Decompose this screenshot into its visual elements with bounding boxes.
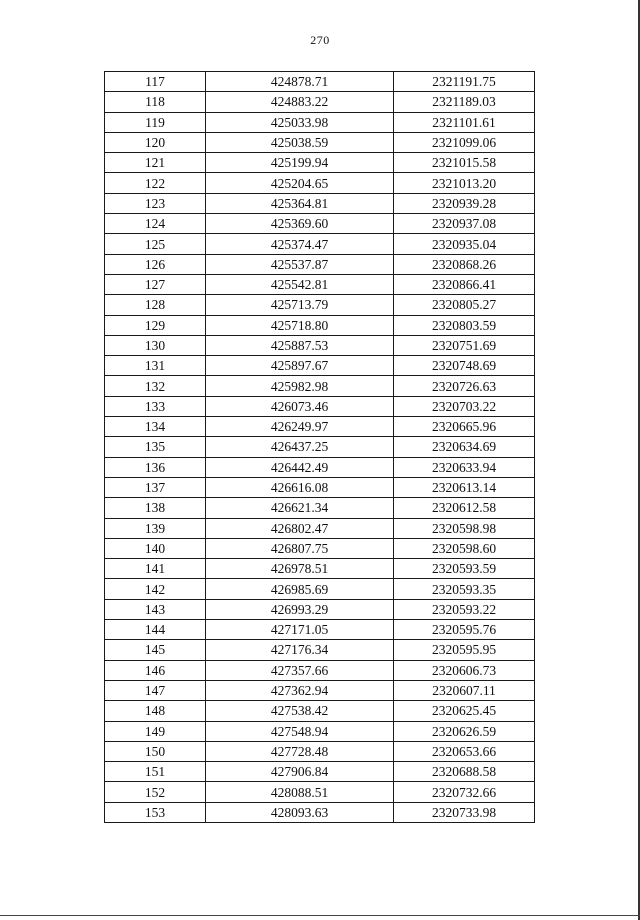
point-number-cell: 142 — [105, 579, 206, 599]
y-coordinate-cell: 2320612.58 — [394, 498, 535, 518]
x-coordinate-cell: 426437.25 — [206, 437, 394, 457]
point-number-cell: 123 — [105, 193, 206, 213]
x-coordinate-cell: 425374.47 — [206, 234, 394, 254]
point-number-cell: 118 — [105, 92, 206, 112]
y-coordinate-cell: 2321013.20 — [394, 173, 535, 193]
point-number-cell: 128 — [105, 295, 206, 315]
point-number-cell: 119 — [105, 112, 206, 132]
y-coordinate-cell: 2320634.69 — [394, 437, 535, 457]
point-number-cell: 137 — [105, 477, 206, 497]
table-row — [105, 214, 535, 234]
table-row — [105, 437, 535, 457]
table-row — [105, 620, 535, 640]
point-number-cell: 139 — [105, 518, 206, 538]
table-row — [105, 599, 535, 619]
table-row — [105, 579, 535, 599]
y-coordinate-cell: 2320803.59 — [394, 315, 535, 335]
x-coordinate-cell: 425982.98 — [206, 376, 394, 396]
x-coordinate-cell: 427538.42 — [206, 701, 394, 721]
x-coordinate-cell: 425199.94 — [206, 153, 394, 173]
x-coordinate-cell: 425718.80 — [206, 315, 394, 335]
y-coordinate-cell: 2320595.76 — [394, 620, 535, 640]
x-coordinate-cell: 425033.98 — [206, 112, 394, 132]
point-number-cell: 147 — [105, 680, 206, 700]
x-coordinate-cell: 427728.48 — [206, 741, 394, 761]
point-number-cell: 152 — [105, 782, 206, 802]
table-row — [105, 518, 535, 538]
y-coordinate-cell: 2320805.27 — [394, 295, 535, 315]
table-row — [105, 356, 535, 376]
table-row — [105, 762, 535, 782]
table-row — [105, 721, 535, 741]
x-coordinate-cell: 427362.94 — [206, 680, 394, 700]
point-number-cell: 135 — [105, 437, 206, 457]
y-coordinate-cell: 2320593.35 — [394, 579, 535, 599]
y-coordinate-cell: 2320613.14 — [394, 477, 535, 497]
table-row — [105, 457, 535, 477]
y-coordinate-cell: 2320625.45 — [394, 701, 535, 721]
point-number-cell: 143 — [105, 599, 206, 619]
point-number-cell: 145 — [105, 640, 206, 660]
table-row — [105, 295, 535, 315]
point-number-cell: 141 — [105, 559, 206, 579]
table-row — [105, 680, 535, 700]
x-coordinate-cell: 426616.08 — [206, 477, 394, 497]
x-coordinate-cell: 424883.22 — [206, 92, 394, 112]
point-number-cell: 149 — [105, 721, 206, 741]
y-coordinate-cell: 2320935.04 — [394, 234, 535, 254]
x-coordinate-cell: 428088.51 — [206, 782, 394, 802]
table-body — [105, 72, 535, 823]
point-number-cell: 144 — [105, 620, 206, 640]
table-row — [105, 335, 535, 355]
y-coordinate-cell: 2321099.06 — [394, 132, 535, 152]
x-coordinate-cell: 426993.29 — [206, 599, 394, 619]
x-coordinate-cell: 425897.67 — [206, 356, 394, 376]
x-coordinate-cell: 426985.69 — [206, 579, 394, 599]
point-number-cell: 150 — [105, 741, 206, 761]
y-coordinate-cell: 2321101.61 — [394, 112, 535, 132]
y-coordinate-cell: 2320665.96 — [394, 417, 535, 437]
table-row — [105, 741, 535, 761]
x-coordinate-cell: 426621.34 — [206, 498, 394, 518]
point-number-cell: 131 — [105, 356, 206, 376]
y-coordinate-cell: 2320733.98 — [394, 802, 535, 822]
point-number-cell: 120 — [105, 132, 206, 152]
point-number-cell: 127 — [105, 274, 206, 294]
x-coordinate-cell: 426802.47 — [206, 518, 394, 538]
point-number-cell: 129 — [105, 315, 206, 335]
table-row — [105, 173, 535, 193]
table-row — [105, 559, 535, 579]
point-number-cell: 138 — [105, 498, 206, 518]
y-coordinate-cell: 2320598.60 — [394, 538, 535, 558]
x-coordinate-cell: 424878.71 — [206, 72, 394, 92]
x-coordinate-cell: 425887.53 — [206, 335, 394, 355]
y-coordinate-cell: 2320598.98 — [394, 518, 535, 538]
y-coordinate-cell: 2320748.69 — [394, 356, 535, 376]
point-number-cell: 134 — [105, 417, 206, 437]
y-coordinate-cell: 2320606.73 — [394, 660, 535, 680]
table-row — [105, 701, 535, 721]
y-coordinate-cell: 2320732.66 — [394, 782, 535, 802]
point-number-cell: 132 — [105, 376, 206, 396]
table-row — [105, 234, 535, 254]
y-coordinate-cell: 2320593.22 — [394, 599, 535, 619]
table-row — [105, 193, 535, 213]
x-coordinate-cell: 428093.63 — [206, 802, 394, 822]
y-coordinate-cell: 2320703.22 — [394, 396, 535, 416]
x-coordinate-cell: 425364.81 — [206, 193, 394, 213]
x-coordinate-cell: 427176.34 — [206, 640, 394, 660]
table-row — [105, 660, 535, 680]
y-coordinate-cell: 2320726.63 — [394, 376, 535, 396]
x-coordinate-cell: 426807.75 — [206, 538, 394, 558]
table-row — [105, 782, 535, 802]
page-number: 270 — [310, 33, 330, 47]
table-row — [105, 376, 535, 396]
point-number-cell: 130 — [105, 335, 206, 355]
x-coordinate-cell: 427906.84 — [206, 762, 394, 782]
table-row — [105, 538, 535, 558]
point-number-cell: 151 — [105, 762, 206, 782]
point-number-cell: 126 — [105, 254, 206, 274]
table-row — [105, 112, 535, 132]
y-coordinate-cell: 2320866.41 — [394, 274, 535, 294]
x-coordinate-cell: 425038.59 — [206, 132, 394, 152]
table-row — [105, 417, 535, 437]
coordinates-table — [104, 71, 535, 823]
table-row — [105, 72, 535, 92]
point-number-cell: 117 — [105, 72, 206, 92]
x-coordinate-cell: 425542.81 — [206, 274, 394, 294]
y-coordinate-cell: 2320626.59 — [394, 721, 535, 741]
table-row — [105, 254, 535, 274]
table-row — [105, 802, 535, 822]
point-number-cell: 136 — [105, 457, 206, 477]
y-coordinate-cell: 2320939.28 — [394, 193, 535, 213]
table-row — [105, 153, 535, 173]
x-coordinate-cell: 427171.05 — [206, 620, 394, 640]
x-coordinate-cell: 425369.60 — [206, 214, 394, 234]
y-coordinate-cell: 2320633.94 — [394, 457, 535, 477]
point-number-cell: 148 — [105, 701, 206, 721]
y-coordinate-cell: 2321015.58 — [394, 153, 535, 173]
table-row — [105, 274, 535, 294]
table-row — [105, 396, 535, 416]
point-number-cell: 122 — [105, 173, 206, 193]
y-coordinate-cell: 2320593.59 — [394, 559, 535, 579]
x-coordinate-cell: 426249.97 — [206, 417, 394, 437]
y-coordinate-cell: 2320688.58 — [394, 762, 535, 782]
x-coordinate-cell: 426442.49 — [206, 457, 394, 477]
y-coordinate-cell: 2320937.08 — [394, 214, 535, 234]
point-number-cell: 125 — [105, 234, 206, 254]
y-coordinate-cell: 2320595.95 — [394, 640, 535, 660]
table-row — [105, 132, 535, 152]
x-coordinate-cell: 425713.79 — [206, 295, 394, 315]
y-coordinate-cell: 2320751.69 — [394, 335, 535, 355]
table-row — [105, 92, 535, 112]
point-number-cell: 121 — [105, 153, 206, 173]
point-number-cell: 133 — [105, 396, 206, 416]
table-row — [105, 498, 535, 518]
y-coordinate-cell: 2321191.75 — [394, 72, 535, 92]
point-number-cell: 146 — [105, 660, 206, 680]
x-coordinate-cell: 425204.65 — [206, 173, 394, 193]
table-row — [105, 477, 535, 497]
y-coordinate-cell: 2321189.03 — [394, 92, 535, 112]
point-number-cell: 124 — [105, 214, 206, 234]
table-row — [105, 315, 535, 335]
x-coordinate-cell: 427357.66 — [206, 660, 394, 680]
x-coordinate-cell: 425537.87 — [206, 254, 394, 274]
y-coordinate-cell: 2320653.66 — [394, 741, 535, 761]
x-coordinate-cell: 426978.51 — [206, 559, 394, 579]
x-coordinate-cell: 427548.94 — [206, 721, 394, 741]
y-coordinate-cell: 2320868.26 — [394, 254, 535, 274]
table-row — [105, 640, 535, 660]
point-number-cell: 140 — [105, 538, 206, 558]
y-coordinate-cell: 2320607.11 — [394, 680, 535, 700]
x-coordinate-cell: 426073.46 — [206, 396, 394, 416]
point-number-cell: 153 — [105, 802, 206, 822]
scan-bottom-edge — [0, 915, 640, 916]
